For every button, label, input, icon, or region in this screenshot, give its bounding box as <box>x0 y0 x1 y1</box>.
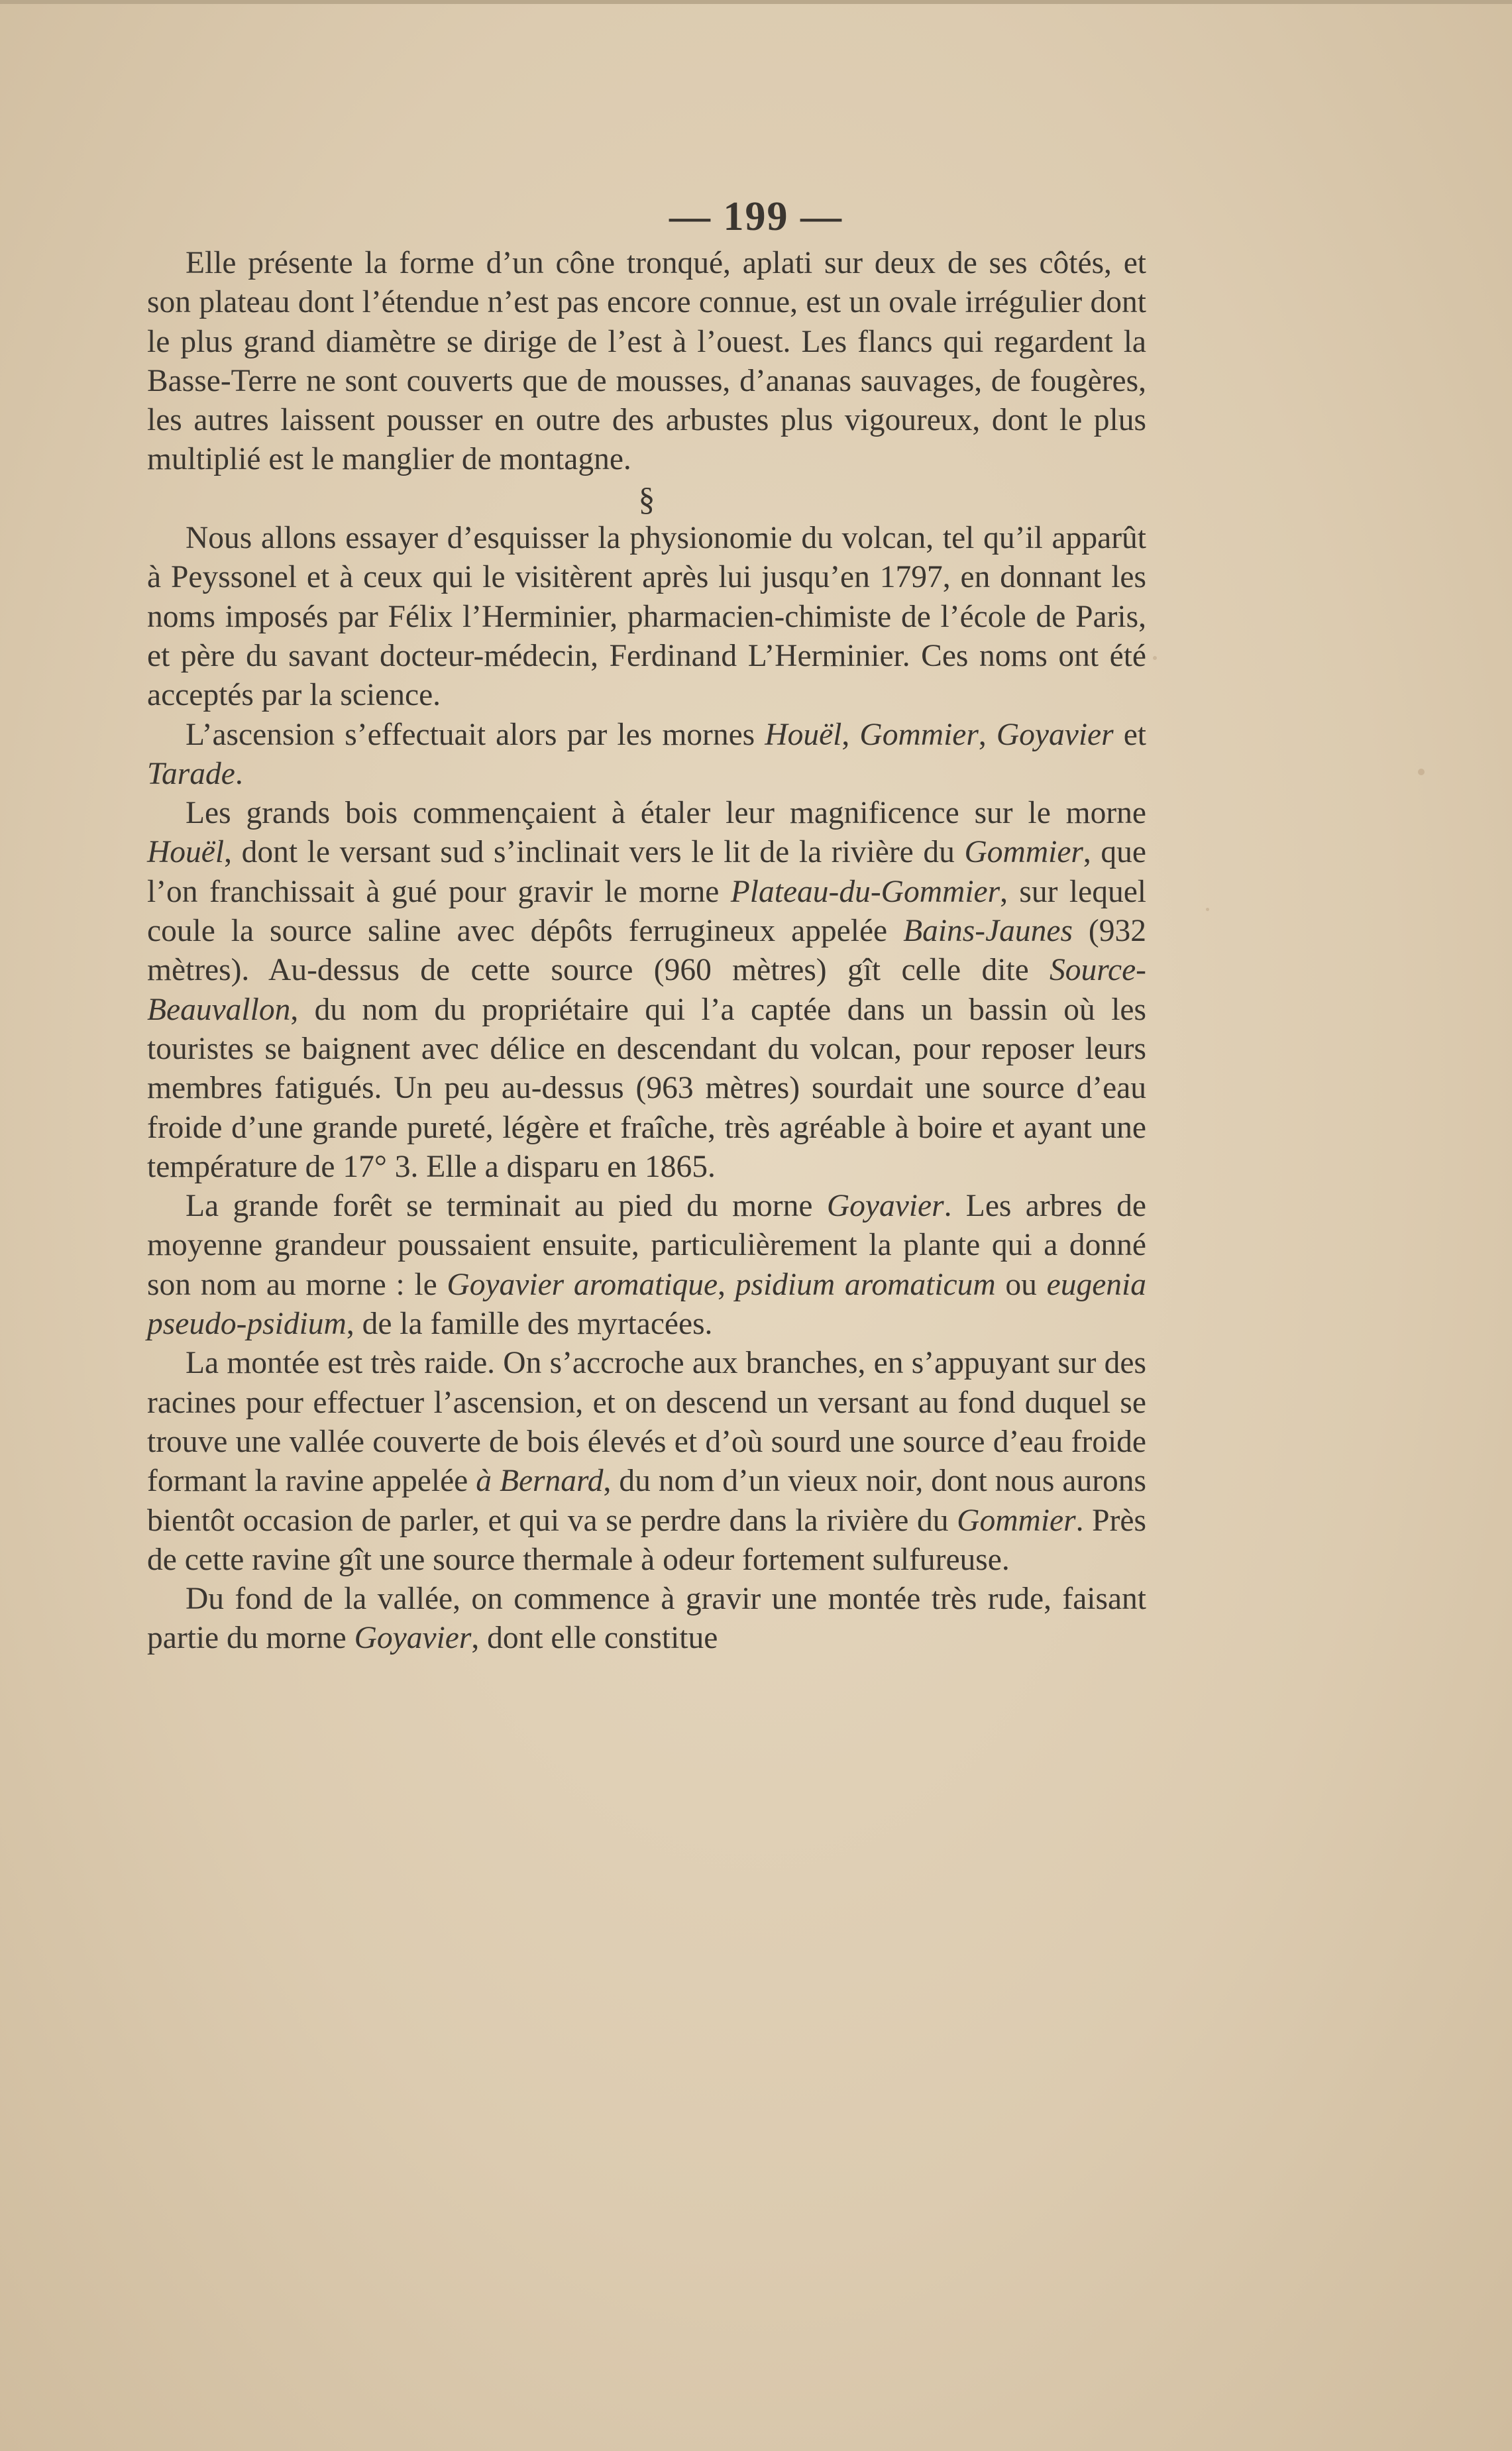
page-top-edge <box>0 0 1512 4</box>
paper-stain <box>1206 908 1209 911</box>
text-run: . Près de cette ravine gît une source thermale à odeur fortement sulfureuse. <box>147 1503 1146 1577</box>
paragraph <box>147 716 1146 794</box>
paragraph <box>147 244 1146 480</box>
paragraph <box>147 519 1146 715</box>
paragraphs-before-section <box>147 244 1146 480</box>
paragraphs-after-section <box>147 519 1146 1659</box>
text-run: . <box>235 756 243 791</box>
text-run: La grande forêt se terminait au pied du morne <box>186 1189 827 1224</box>
text-run: , du nom du propriétaire qui l’a captée dans un bassin où les touristes se baignent avec délice en descendant du volcan, pour reposer leurs membres fatigués. Un peu au-dessus (963 mètres) sourdait une source d’eau froide d’une grande pureté, légère et fraîche, très agréable à boire et ayant une température de 17° 3. Elle a disparu en 1865. <box>147 992 1146 1184</box>
italic-term: Houël <box>765 717 842 752</box>
paper-stain <box>1418 769 1425 775</box>
text-run: et <box>1113 717 1147 752</box>
italic-term: Plateau-du-Gommier <box>730 874 1000 909</box>
italic-term: Goyavier <box>996 717 1114 752</box>
text-run: ou <box>995 1267 1047 1302</box>
text-run: , <box>978 717 997 752</box>
section-mark: § <box>638 480 655 517</box>
paragraph <box>147 1344 1146 1580</box>
paper-stain <box>1153 656 1157 660</box>
text-run: , sur lequel coule la source saline avec dépôts ferrugineux appelée <box>147 874 1146 949</box>
body-text <box>147 244 1146 1659</box>
text-run: Elle présente la forme d’un cône tronqué, aplati sur deux de ses côtés, et son plateau dont l’étendue n’est pas encore connue, est un ovale irrégulier dont le plus grand diamètre se dirige de l’est à l’ouest. Les flancs qui regardent la Basse-Terre ne sont couverts que de mousses, d’ananas sauvages, de fougères, les autres laissent pousser en outre des arbustes plus vigoureux, dont le plus multiplié est le manglier de montagne. <box>147 246 1146 477</box>
text-run: , de la famille des myrtacées. <box>346 1307 713 1342</box>
text-run: , dont elle constitue <box>471 1621 718 1656</box>
text-run: L’ascension s’effectuait alors par les mornes <box>186 717 765 752</box>
italic-term: Gommier <box>964 835 1083 870</box>
text-run: . Les arbres de moyenne grandeur poussaient ensuite, particulièrement la plante qui a donné son nom au morne : le <box>147 1189 1146 1302</box>
text-run: , que l’on franchissait à gué pour gravir le morne <box>147 835 1146 909</box>
italic-term: Goyavier aromatique <box>447 1267 718 1302</box>
italic-term: à Bernard <box>476 1464 604 1499</box>
text-run: Du fond de la vallée, on commence à gravir une montée très rude, faisant partie du morne <box>147 1582 1146 1656</box>
italic-term: Goyavier <box>826 1189 944 1224</box>
text-run: , du nom d’un vieux noir, dont nous aurons bientôt occasion de parler, et qui va se perdre dans la rivière du <box>147 1464 1146 1538</box>
italic-term: Gommier <box>859 717 979 752</box>
text-run: , dont le versant sud s’inclinait vers le lit de la rivière du <box>224 835 965 870</box>
page-number: — 199 — <box>669 194 843 239</box>
italic-term: Gommier <box>957 1503 1076 1538</box>
paragraph <box>147 794 1146 1187</box>
italic-term: Tarade <box>147 756 235 791</box>
italic-term: Goyavier <box>354 1621 472 1656</box>
italic-term: psidium aromaticum <box>735 1267 996 1302</box>
text-run: (932 mètres). Au-dessus de cette source (960 mètres) gît celle dite <box>147 914 1146 988</box>
text-run: La montée est très raide. On s’accroche aux branches, en s’appuyant sur des racines pour effectuer l’ascension, et on descend un versant au fond duquel se trouve une vallée couverte de bois élevés et d’où sourd une source d’eau froide formant la ravine appelée <box>147 1346 1146 1499</box>
paragraph <box>147 1580 1146 1659</box>
italic-term: Houël <box>147 835 225 870</box>
text-run: , <box>841 717 860 752</box>
italic-term: eugenia pseudo-psidium <box>147 1267 1146 1342</box>
italic-term: Bains-Jaunes <box>903 914 1073 949</box>
italic-term: Source-Beauvallon <box>147 953 1146 1027</box>
text-run: Les grands bois commençaient à étaler leur magnificence sur le morne <box>186 796 1146 831</box>
text-run: , <box>718 1267 735 1302</box>
paragraph <box>147 1187 1146 1344</box>
text-run: Nous allons essayer d’esquisser la physionomie du volcan, tel qu’il apparût à Peyssonel et à ceux qui le visitèrent après lui jusqu’en 1797, en donnant les noms imposés par Félix l’Herminier, pharmacien-chimiste de l’école de Paris, et père du savant docteur-médecin, Ferdinand L’Herminier. Ces noms ont été acceptés par la science. <box>147 521 1146 713</box>
